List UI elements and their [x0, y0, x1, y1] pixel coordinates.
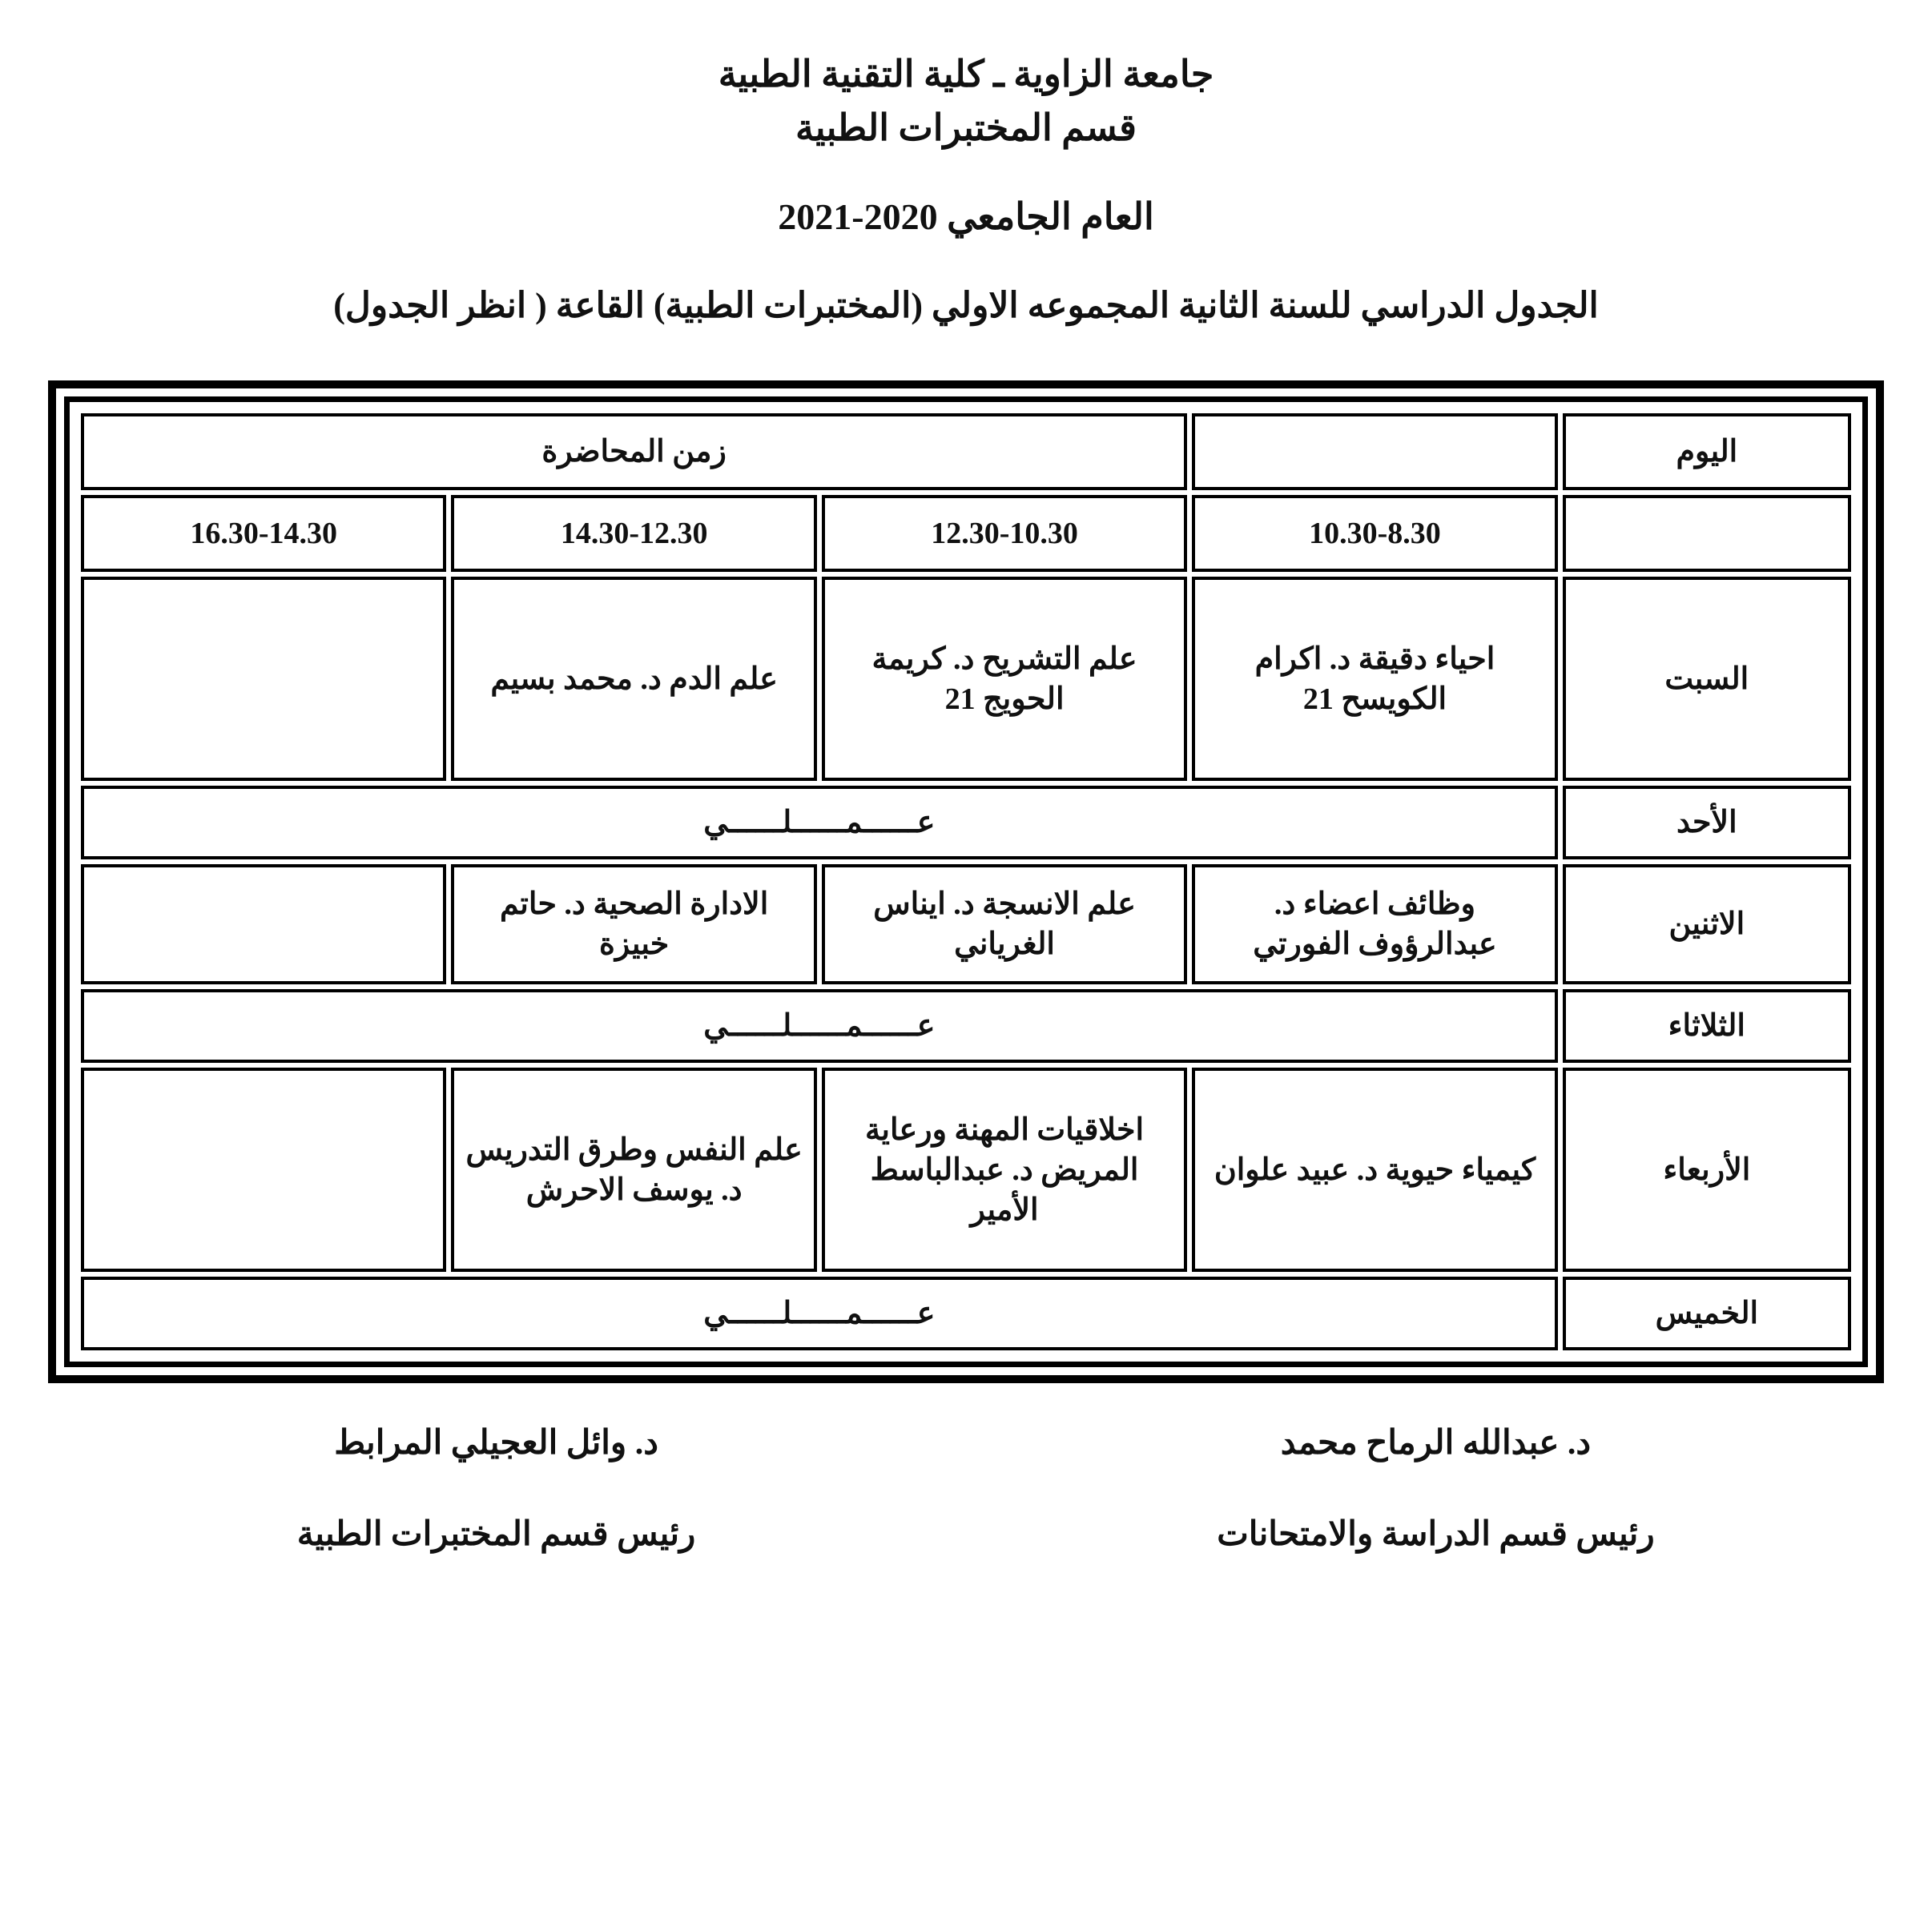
day-column-header: اليوم — [1563, 413, 1851, 490]
session-wednesday-slot4 — [81, 1068, 446, 1272]
academic-year-line: العام الجامعي 2020-2021 — [778, 196, 1154, 238]
day-label-thursday: الخميس — [1563, 1277, 1851, 1350]
day-label-tuesday: الثلاثاء — [1563, 989, 1851, 1063]
header-spacer-cell — [1192, 413, 1557, 490]
schedule-table — [76, 408, 1856, 1355]
day-label-sunday: الأحد — [1563, 786, 1851, 859]
session-monday-slot4 — [81, 864, 446, 984]
day-label-monday: الاثنين — [1563, 864, 1851, 984]
department-line: قسم المختبرات الطبية — [795, 107, 1137, 148]
practical-session-sunday: عــــــمــــــلــــــي — [81, 786, 1558, 859]
slot-header-2: 12.30-10.30 — [822, 495, 1187, 572]
time-caption-header: زمن المحاضرة — [81, 413, 1187, 490]
table-row — [81, 577, 1851, 781]
day-header-spacer — [1563, 495, 1851, 572]
session-saturday-slot4 — [81, 577, 446, 781]
session-saturday-slot2: علم التشريح د. كريمة الحويج 21 — [822, 577, 1187, 781]
table-row — [81, 1277, 1851, 1350]
practical-session-thursday: عــــــمــــــلــــــي — [81, 1277, 1558, 1350]
exams-head-name: د. عبدالله الرماح محمد — [1280, 1425, 1592, 1462]
table-header-row-2 — [81, 495, 1851, 572]
session-wednesday-slot3: علم النفس وطرق التدريس د. يوسف الاحرش — [451, 1068, 816, 1272]
day-label-saturday: السبت — [1563, 577, 1851, 781]
table-row — [81, 1068, 1851, 1272]
slot-header-3: 14.30-12.30 — [451, 495, 816, 572]
session-wednesday-slot2: اخلاقيات المهنة ورعاية المريض د. عبدالباسط الأمير — [822, 1068, 1187, 1272]
exams-head-title: رئيس قسم الدراسة والامتحانات — [1217, 1516, 1655, 1554]
schedule-frame-inner — [64, 396, 1868, 1367]
signature-block — [48, 1420, 1884, 1554]
day-label-wednesday: الأربعاء — [1563, 1068, 1851, 1272]
session-monday-slot2: علم الانسجة د. ايناس الغرياني — [822, 864, 1187, 984]
university-faculty-line: جامعة الزاوية ـ كلية التقنية الطبية — [718, 54, 1214, 95]
practical-session-tuesday: عــــــمــــــلــــــي — [81, 989, 1558, 1063]
schedule-subtitle: الجدول الدراسي للسنة الثانية المجموعه الاولي (المختبرات الطبية) القاعة ( انظر الجدول) — [333, 286, 1599, 326]
document-header — [48, 0, 1884, 332]
table-row — [81, 786, 1851, 859]
session-saturday-slot1: احياء دقيقة د. اكرام الكويسح 21 — [1192, 577, 1557, 781]
table-row — [81, 989, 1851, 1063]
signature-right — [96, 1420, 896, 1554]
table-header-row-1 — [81, 413, 1851, 490]
table-row — [81, 864, 1851, 984]
session-saturday-slot3: علم الدم د. محمد بسيم — [451, 577, 816, 781]
slot-header-1: 10.30-8.30 — [1192, 495, 1557, 572]
schedule-frame-outer — [48, 380, 1884, 1383]
session-monday-slot1: وظائف اعضاء د. عبدالرؤوف الفورتي — [1192, 864, 1557, 984]
signature-left — [1036, 1420, 1836, 1554]
session-monday-slot3: الادارة الصحية د. حاتم خبيزة — [451, 864, 816, 984]
department-head-name: د. وائل العجيلي المرابط — [334, 1425, 658, 1462]
session-wednesday-slot1: كيمياء حيوية د. عبيد علوان — [1192, 1068, 1557, 1272]
department-head-title: رئيس قسم المختبرات الطبية — [296, 1516, 696, 1554]
slot-header-4: 16.30-14.30 — [81, 495, 446, 572]
